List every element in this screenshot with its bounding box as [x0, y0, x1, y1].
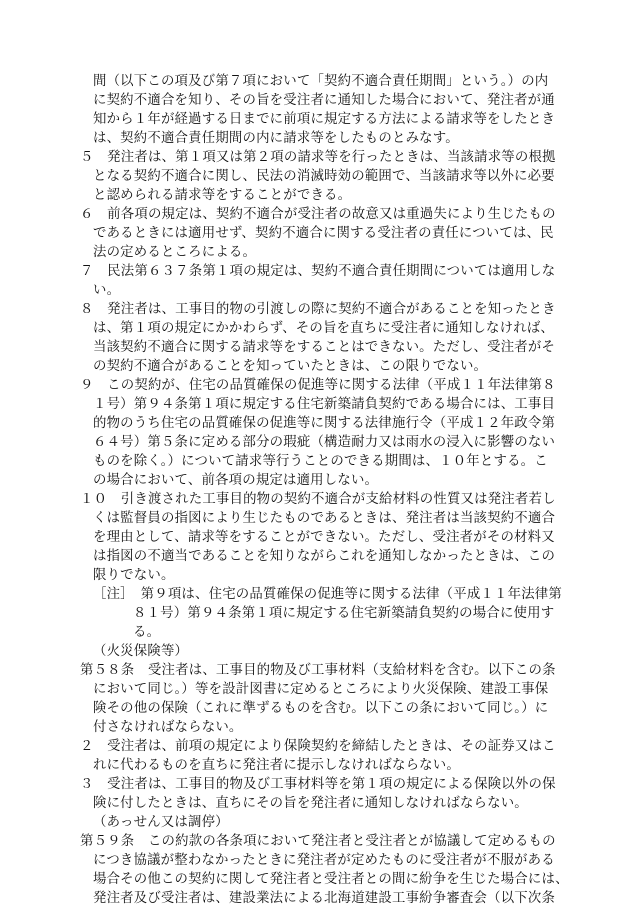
article-first-line: 第５８条 受注者は、工事目的物及び工事材料（支給材料を含む。以下この条: [80, 663, 556, 678]
text-line: ６ 前各項の規定は、契約不適合が受注者の故意又は重過失により生じたもの: [80, 207, 556, 222]
text-line: となる契約不適合に関し、民法の消滅時効の範囲で、当該請求等以外に必要: [93, 169, 555, 184]
text-line: ７ 民法第６３７条第１項の規定は、契約不適合責任期間については適用しな: [80, 264, 556, 279]
text-line: 険に付したときは、直ちにその旨を発注者に通知しなければならない。: [93, 796, 528, 811]
text-line: において同じ。）等を設計図書に定めるところにより火災保険、建設工事保: [93, 682, 549, 697]
text-line: ５ 発注者は、第１項又は第２項の請求等を行ったときは、当該請求等の根拠: [80, 150, 556, 165]
text-line: い。: [93, 283, 121, 298]
text-line: 場合その他この契約に関して発注者と受注者との間に紛争を生じた場合には、: [93, 872, 569, 887]
text-line: ８ 発注者は、工事目的物の引渡しの際に契約不適合があることを知ったとき: [80, 302, 556, 317]
text-line: に契約不適合を知り、その旨を受注者に通知した場合において、発注者が通: [93, 93, 555, 108]
text-line: ２ 受注者は、前項の規定により保険契約を締結したときは、その証券又はこ: [80, 739, 556, 754]
text-line: の契約不適合があることを知っていたときは、この限りでない。: [93, 359, 488, 374]
text-line: は、第１項の規定にかかわらず、その旨を直ちに受注者に通知しなければ、: [93, 321, 555, 336]
text-line: れに代わるものを直ちに発注者に提示しなければならない。: [93, 758, 460, 773]
note-line: ［注］ 第９項は、住宅の品質確保の促進等に関する法律（平成１１年法律第: [93, 587, 562, 602]
section-heading: （あっせん又は調停）: [93, 815, 229, 830]
text-line: ３ 受注者は、工事目的物及び工事材料等を第１項の規定による保険以外の保: [80, 777, 556, 792]
text-line: は、契約不適合責任期間の内に請求等をしたものとみなす。: [93, 131, 459, 146]
text-line: の場合において、前各項の規定は適用しない。: [93, 473, 379, 488]
text-line: であるときには適用せず、契約不適合に関する受注者の責任については、民: [93, 226, 554, 241]
text-line: と認められる請求等をすることができる。: [93, 188, 352, 203]
text-line: 知から１年が経過する日までに前項に規定する方法による請求等をしたとき: [93, 112, 556, 127]
text-line: くは監督員の指図により生じたものであるときは、発注者は当該契約不適合: [93, 511, 556, 526]
text-line: 険その他の保険（これに準ずるものを含む。以下この条において同じ。）に: [93, 701, 549, 716]
text-line: 発注者及び受注者は、建設業法による北海道建設工事紛争審査会（以下次条: [93, 891, 556, 906]
text-line: 的物のうち住宅の品質確保の促進等に関する法律施行令（平成１２年政令第: [93, 416, 556, 431]
text-line: 当該契約不適合に関する請求等をすることはできない。ただし、受注者がそ: [93, 340, 556, 355]
text-line: ものを除く。）について請求等行うことのできる期間は、１０年とする。こ: [93, 454, 548, 469]
text-line: 法の定めるところによる。: [93, 245, 257, 260]
text-line: を理由として、請求等をすることができない。ただし、受注者がその材料又: [93, 530, 555, 545]
text-line: 間（以下この項及び第７項において「契約不適合責任期間」という。）の内: [93, 74, 549, 89]
note-line: ８１号）第９４条第１項に規定する住宅新築請負契約の場合に使用す: [133, 606, 555, 621]
text-line: １０ 引き渡された工事目的物の契約不適合が支給材料の性質又は発注者若し: [80, 492, 556, 507]
text-line: につき協議が整わなかったときに発注者が定めたものに受注者が不服がある: [93, 853, 555, 868]
note-line: る。: [133, 625, 161, 640]
text-line: ９ この契約が、住宅の品質確保の促進等に関する法律（平成１１年法律第８: [80, 378, 556, 393]
text-line: ６４号）第５条に定める部分の瑕疵（構造耐力又は雨水の浸入に影響のない: [93, 435, 556, 450]
section-heading: （火災保険等）: [93, 644, 189, 659]
text-line: 限りでない。: [93, 568, 175, 583]
text-line: １号）第９４条第１項に規定する住宅新築請負契約である場合には、工事目: [93, 397, 556, 412]
article-first-line: 第５９条 この約款の各条項において発注者と受注者とが協議して定めるもの: [80, 834, 556, 849]
text-line: 付さなければならない。: [93, 720, 243, 735]
text-line: は指図の不適当であることを知りながらこれを通知しなかったときは、この: [93, 549, 556, 564]
